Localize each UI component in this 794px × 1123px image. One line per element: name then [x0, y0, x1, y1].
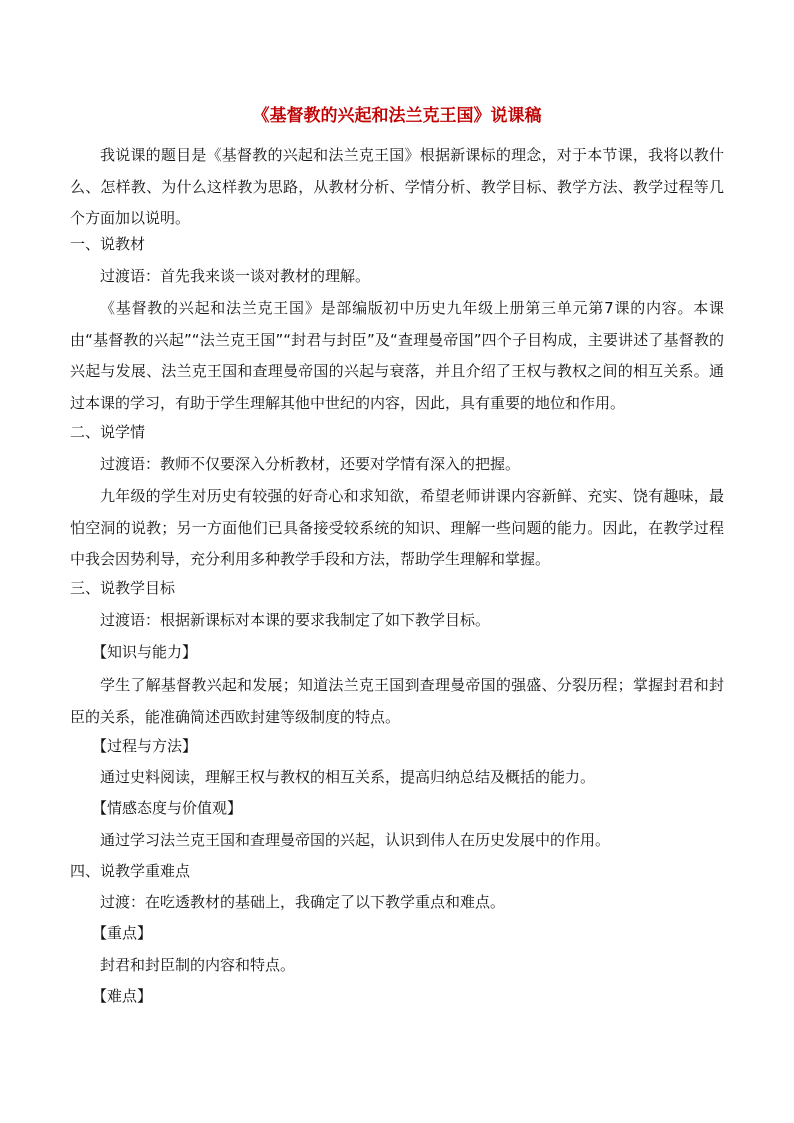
transition-key-points: 过渡：在吃透教材的基础上，我确定了以下教学重点和难点。 [100, 893, 506, 911]
transition-textbook: 过渡语：首先我来谈一谈对教材的理解。 [100, 267, 371, 285]
key-paragraph: 封君和封臣制的内容和特点。 [100, 956, 296, 974]
label-key: 【重点】 [92, 924, 153, 942]
process-paragraph: 通过史料阅读，理解王权与教权的相互关系，提高归纳总结及概括的能力。 [100, 768, 596, 786]
transition-goals: 过渡语：根据新课标对本课的要求我制定了如下教学目标。 [100, 611, 491, 629]
label-knowledge: 【知识与能力】 [92, 643, 198, 661]
section-heading-students: 二、说学情 [70, 423, 146, 441]
label-process: 【过程与方法】 [92, 737, 198, 755]
page-title: 《基督教的兴起和法兰克王国》说课稿 [252, 106, 542, 126]
emotion-paragraph: 通过学习法兰克王国和查理曼帝国的兴起，认识到伟人在历史发展中的作用。 [100, 831, 611, 849]
section-heading-goals: 三、说教学目标 [70, 579, 176, 597]
section-heading-key-points: 四、说教学重难点 [70, 862, 191, 880]
transition-students: 过渡语：教师不仅要深入分析教材，还要对学情有深入的把握。 [100, 455, 521, 473]
section-heading-textbook: 一、说教材 [70, 235, 146, 253]
label-emotion: 【情感态度与价值观】 [92, 799, 243, 817]
students-paragraph: 九年级的学生对历史有较强的好奇心和求知欲，希望老师讲课内容新鲜、充实、饶有趣味，最怕空洞的说教；另一方面他们已具备接受较系统的知识、理解一些问题的能力。因此，在教学过程中我会因势利导，充分利用多种教学手段和方法，帮助学生理解和掌握。 [70, 487, 724, 568]
intro-paragraph: 我说课的题目是《基督教的兴起和法兰克王国》根据新课标的理念，对于本节课，我将以教什么、怎样教、为什么这样教为思路，从教材分析、学情分析、教学目标、教学方法、教学过程等几个方面加以说明。 [70, 146, 724, 227]
textbook-paragraph: 《基督教的兴起和法兰克王国》是部编版初中历史九年级上册第三单元第7课的内容。本课由“基督教的兴起”“法兰克王国”“封君与封臣”及“查理曼帝国”四个子目构成，主要讲述了基督教的兴起与发展、法兰克王国和查理曼帝国的兴起与衰落，并且介绍了王权与教权之间的相互关系。通过本课的学习，有助于学生理解其他中世纪的内容，因此，具有重要的地位和作用。 [70, 299, 724, 412]
label-difficult: 【难点】 [92, 987, 153, 1005]
knowledge-paragraph: 学生了解基督教兴起和发展；知道法兰克王国到查理曼帝国的强盛、分裂历程；掌握封君和封臣的关系，能准确简述西欧封建等级制度的特点。 [70, 676, 724, 726]
